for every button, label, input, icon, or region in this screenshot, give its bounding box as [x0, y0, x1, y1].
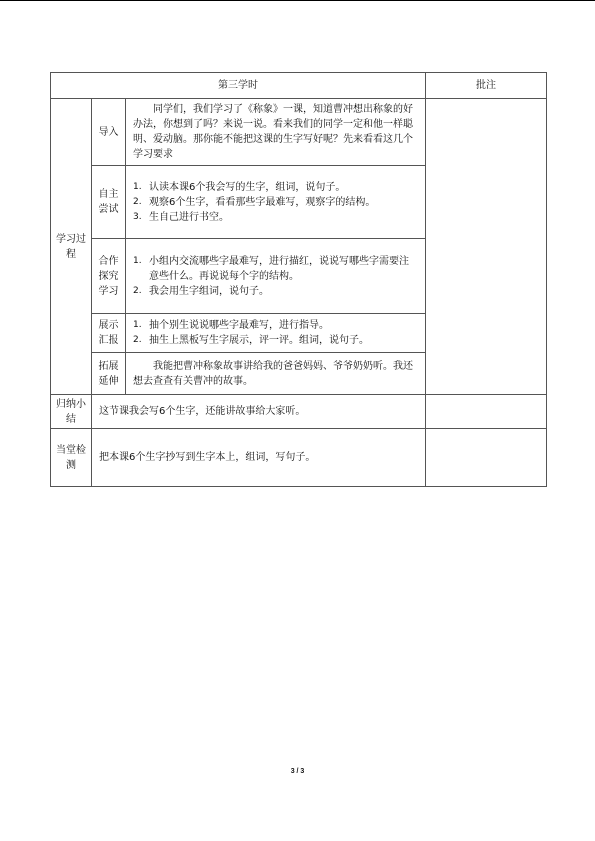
section-self-try-content — [126, 166, 426, 239]
note-column-header: 批注 — [426, 73, 547, 99]
table-row — [51, 395, 547, 429]
summary-content: 这节课我会写6个生字，还能讲故事给大家听。 — [92, 395, 426, 429]
check-content: 把本课6个生字抄写到生字本上，组词，写句子。 — [92, 429, 426, 487]
check-label: 当堂检测 — [51, 429, 92, 487]
section-cooperate-content — [126, 239, 426, 314]
list-item: 1. 小组内交流哪些字最难写，进行描红，说说写哪些字需要注意些什么。再说说每个字的结构。 — [133, 255, 409, 282]
list-item: 3. 生自己进行书空。 — [133, 211, 229, 223]
note-cell-check — [426, 429, 547, 487]
table-header-row — [51, 73, 547, 99]
intro-text: 同学们，我们学习了《称象》一课，知道曹冲想出称象的好办法，你想到了吗？来说一说。看来我们的同学一定和他一样聪明、爱动脑。那你能不能把这课的生字写好呢？先来看看这几个学习要求 — [133, 104, 413, 160]
section-label-extend: 拓展延伸 — [92, 353, 126, 395]
section-label-report: 展示汇报 — [92, 314, 126, 353]
section-report-content — [126, 314, 426, 353]
list-item: 1. 认读本课6个我会写的生字，组词，说句子。 — [133, 181, 346, 193]
table-row — [51, 429, 547, 487]
note-cell-summary — [426, 395, 547, 429]
list-item: 2. 我会用生字组词，说句子。 — [133, 285, 269, 297]
lesson-title: 第三学时 — [51, 73, 426, 99]
summary-label: 归纳小结 — [51, 395, 92, 429]
list-item: 1. 抽个别生说说哪些字最难写，进行指导。 — [133, 320, 329, 331]
section-intro-content — [126, 99, 426, 166]
section-extend-content — [126, 353, 426, 395]
list-item: 2. 抽生上黑板写生字展示，评一评。组词，说句子。 — [133, 335, 369, 346]
extend-text: 我能把曹冲称象故事讲给我的爸爸妈妈、爷爷奶奶听。我还想去查查有关曹冲的故事。 — [133, 360, 413, 387]
top-rule — [0, 0, 595, 1]
section-label-self-try: 自主尝试 — [92, 166, 126, 239]
section-label-cooperate: 合作探究学习 — [92, 239, 126, 314]
table-row — [51, 99, 547, 166]
note-cell-process — [426, 99, 547, 395]
page-number: 3 / 3 — [290, 768, 305, 775]
section-label-intro: 导入 — [92, 99, 126, 166]
process-label: 学习过程 — [51, 99, 92, 395]
list-item: 2. 观察6个生字，看看那些字最难写，观察字的结构。 — [133, 196, 376, 208]
lesson-plan-table — [50, 72, 547, 487]
